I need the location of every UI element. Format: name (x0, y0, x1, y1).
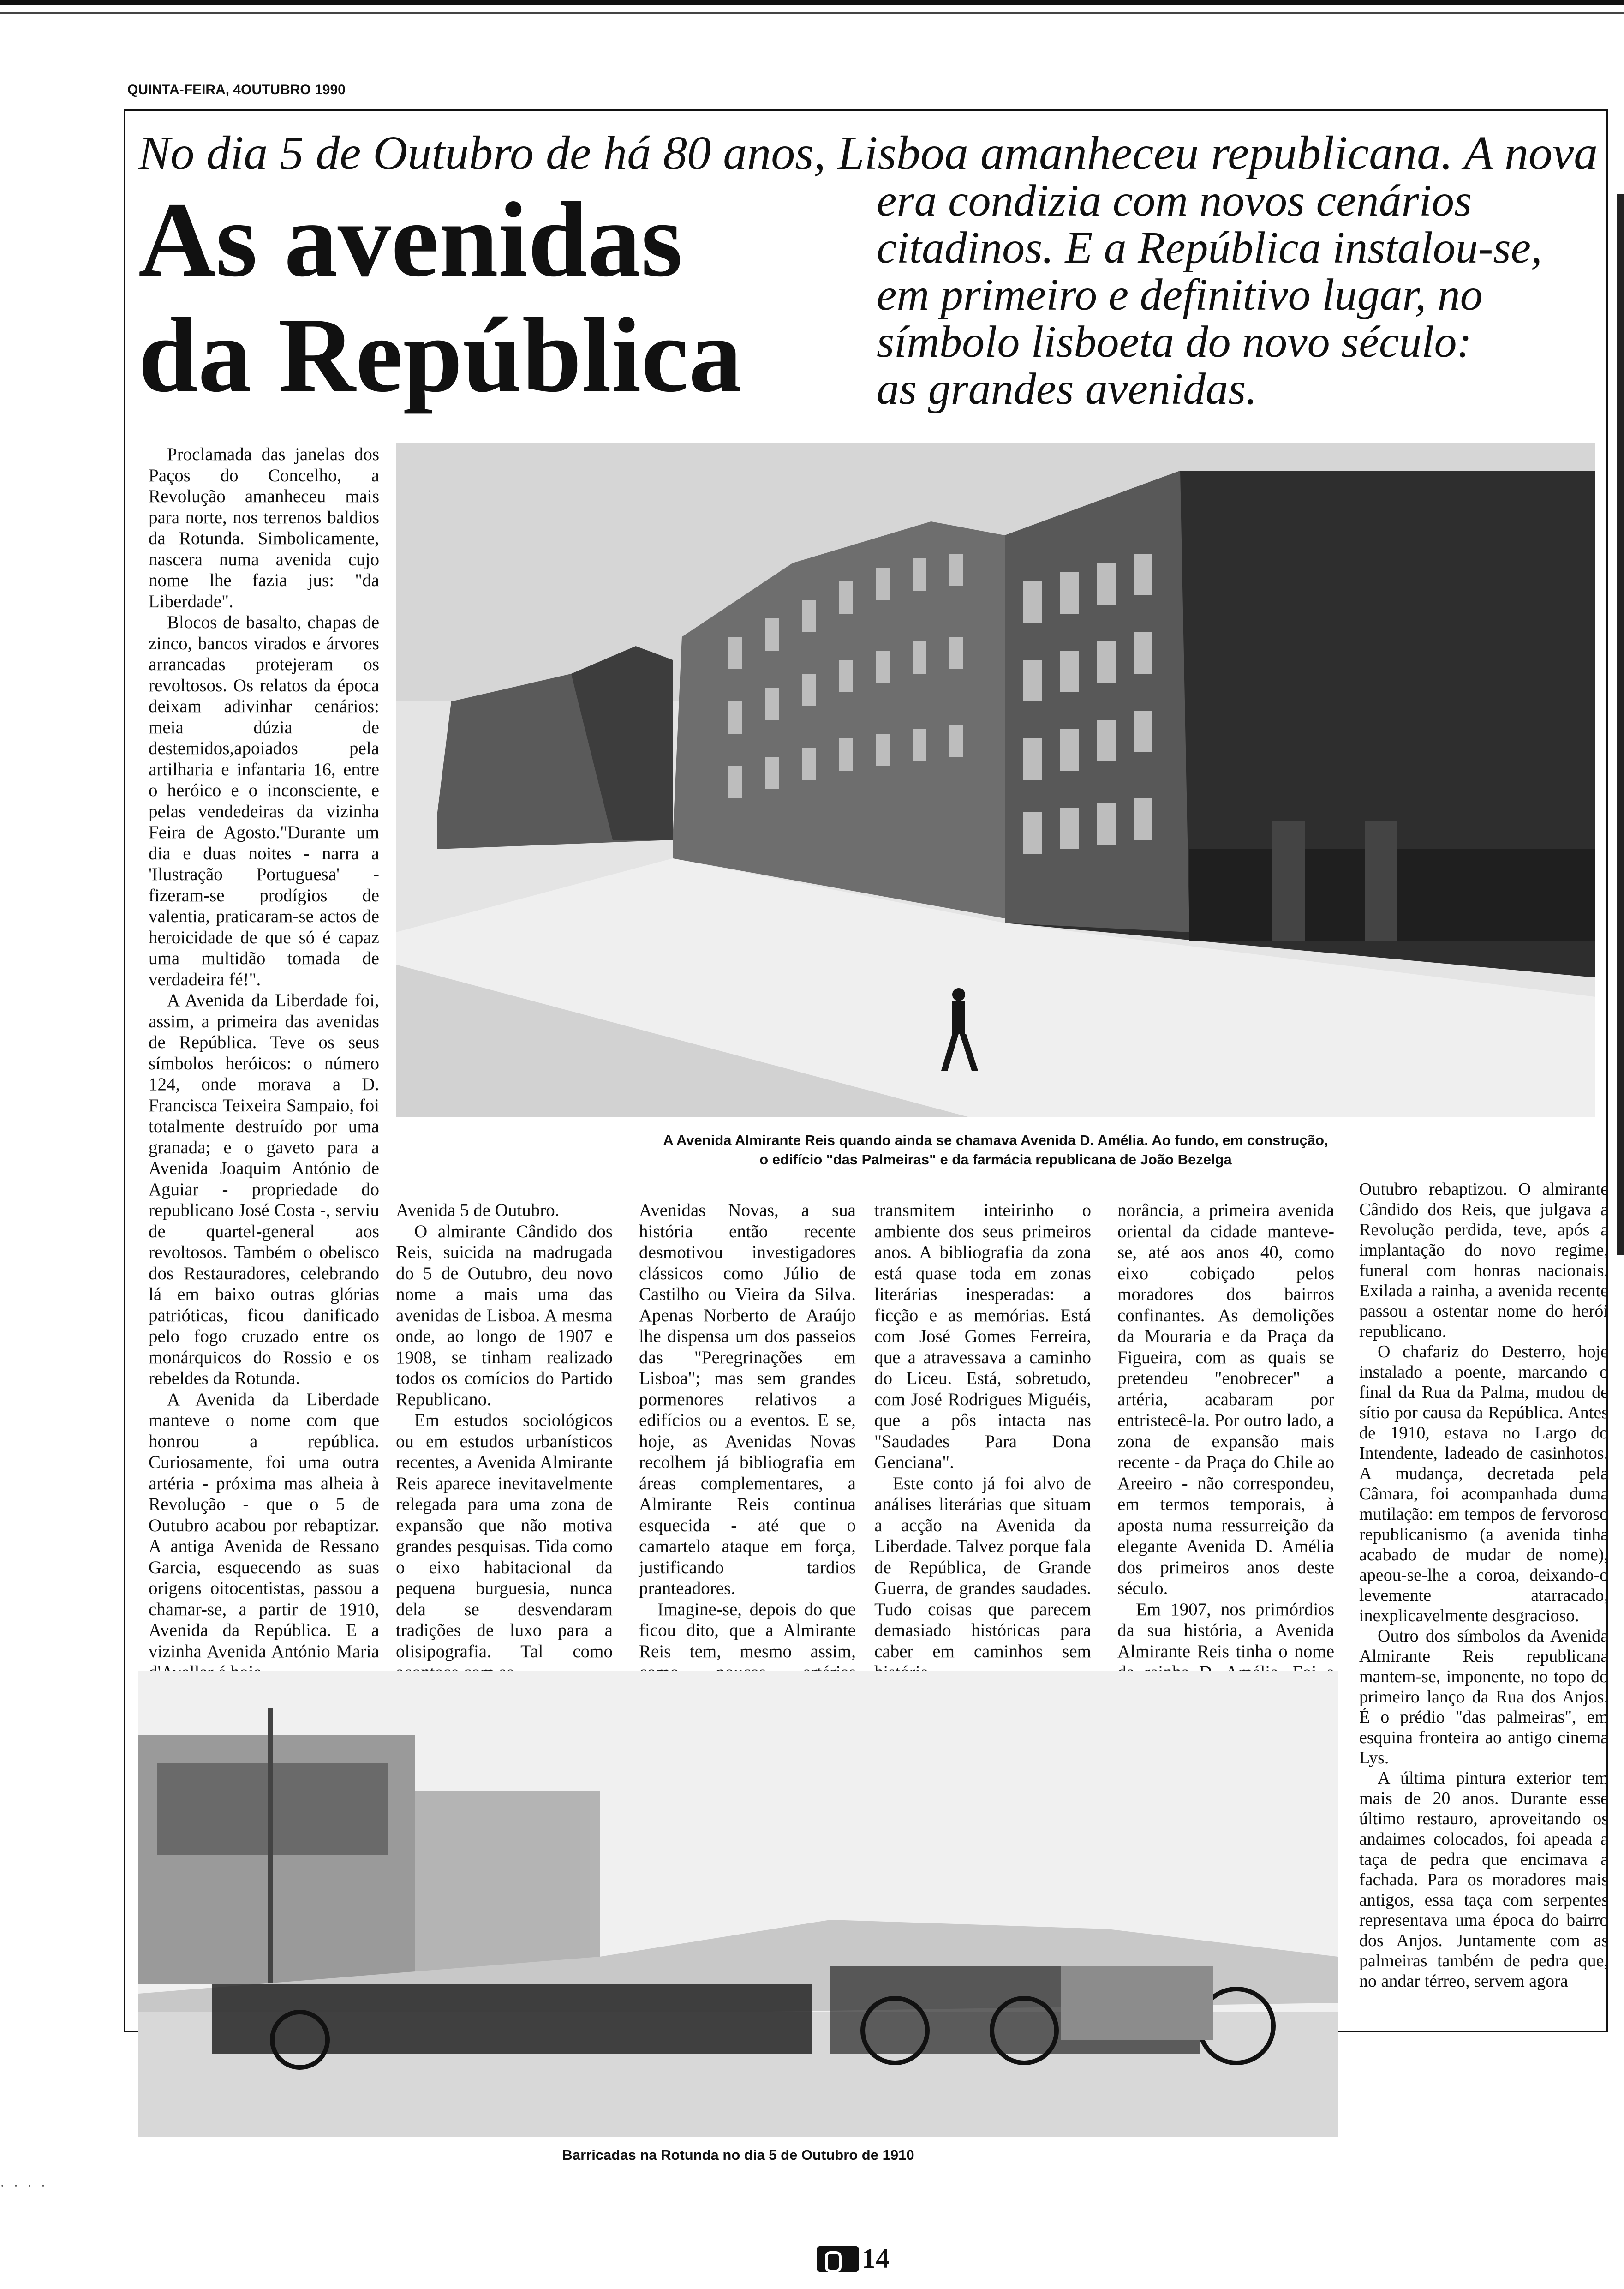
deck-line: era condizia com novos cenários (877, 176, 1472, 226)
article-column-6 (1359, 1179, 1608, 1991)
deck-line: símbolo lisboeta do novo século: (877, 317, 1472, 367)
paragraph: Blocos de basalto, chapas de zinco, bancos virados e árvores arrancadas protejeram os revoltosos. Os relatos da época deixam adivinhar cenários: meia dúzia de destemidos,apoiados pela artilharia e infantaria 16, entre o heróico e o inconsciente, e pelas vendedeiras da vizinha Feira de Agosto."Durante um dia e duas noites - narra a 'Ilustração Portuguesa' - fizeram-se prodígios de valentia, praticaram-se actos de heroicidade de que só é capaz uma multidão tomada de verdadeira fé!". (149, 612, 379, 989)
paragraph: Avenida 5 de Outubro. (396, 1200, 560, 1220)
paragraph: O almirante Cândido dos Reis, suicida na madrugada do 5 de Outubro, deu novo nome a mais uma das avenidas de Lisboa. A mesma onde, ao longo de 1907 e 1908, se tinham realizado todos os comícios do Partido Republicano. (396, 1221, 613, 1409)
article-column-1 (149, 444, 379, 1683)
paragraph: Proclamada das janelas dos Paços do Concelho, a Revolução amanheceu mais para norte, nos terrenos baldios da Rotunda. Simbolicamente, nascera numa avenida cujo nome lhe fazia jus: "da Liberdade". (149, 444, 379, 611)
paragraph: norância, a primeira avenida oriental da cidade manteve-se, até aos anos 40, como eixo cobiçado pelos moradores dos bairros confinantes. As demolições da Mouraria e da Praça da Figueira, com as quais se pretendeu "enobrecer" a artéria, acabaram por entristecê-la. Por outro lado, a zona de expansão mais recente - da Praça do Chile ao Areeiro - não correspondeu, em termos temporais, à aposta numa ressurreição da elegante Avenida D. Amélia dos primeiros anos deste século. (1117, 1200, 1334, 1598)
street-photo (396, 443, 1595, 1117)
headline-line-1: As avenidas (138, 180, 683, 299)
paragraph: Em estudos sociológicos ou em estudos urbanísticos recentes, a Avenida Almirante Reis aparece inevitavelmente relegada para uma zona de expansão que não motiva grandes pesquisas. Tida como o eixo habitacional da pequena burguesia, nunca dela se desvendaram tradições de luxo para a olisipografia. Tal como (396, 1410, 613, 1661)
top-rule (0, 0, 1624, 5)
deck-line: em primeiro e definitivo lugar, no (877, 270, 1483, 320)
paragraph: Imagine-se, depois do que ficou dito, que a Almirante Reis tem, mesmo assim, (639, 1599, 856, 1661)
top-rule-thin (0, 12, 1624, 14)
paragraph: Este conto já foi alvo de análises literárias que situam a acção na Avenida da Liberdade. Talvez porque fala de República, de Grande Guerra, de grandes saudades. Tudo coisas que parecem demasiado históricas para caber em caminhos sem (874, 1473, 1091, 1661)
paragraph: Em 1907, nos primórdios da sua história, a Avenida Almirante Reis tinha o nome (1117, 1599, 1334, 1661)
photo-barricadas-rotunda (138, 1671, 1338, 2137)
dotted-margin-mark: · · · · (0, 2178, 48, 2193)
article-column-4 (874, 1200, 1091, 1704)
publication-logo-icon (817, 2246, 859, 2272)
caption-line: A Avenida Almirante Reis quando ainda se chamava Avenida D. Amélia. Ao fundo, em construção, (663, 1132, 1328, 1148)
deck-line-1: No dia 5 de Outubro de há 80 anos, Lisboa amanheceu republicana. A nova (138, 126, 1598, 180)
deck-continued (877, 177, 1592, 413)
headline (138, 182, 742, 413)
paragraph: transmitem inteirinho o ambiente dos seus primeiros anos. A bibliografia da zona está quase toda em zonas literárias inesperadas: a ficção e as memórias. Está com José Gomes Ferreira, que a atravessava a caminho do Liceu. Está, sobretudo, com José Rodrigues Miguéis, que a pôs intacta nas "Saudades Para Dona Genciana". (874, 1200, 1091, 1472)
dateline: QUINTA-FEIRA, 4OUTUBRO 1990 (127, 82, 346, 97)
paragraph: O chafariz do Desterro, hoje instalado a poente, marcando o final da Rua da Palma, mudou de sítio por causa da República. Antes de 1910, estava no Largo do Intendente, ladeado de casinhotos. A mudança, decretada pela Câmara, foi acompanhada duma mutilação: em tempos de fervoroso republicanismo (a avenida tinha acabado de mudar de nome), apeou-se-lhe a coroa, deixando-o levemente atarracado, inexplicavelmente desgracioso. (1359, 1342, 1608, 1625)
adjacent-page-edge (1617, 194, 1624, 1255)
article-column-3 (639, 1200, 856, 1704)
paragraph: A Avenida da Liberdade manteve o nome com que honrou a república. Curiosamente, foi uma outra artéria - próxima mas alheia à Revolução - que o 5 de Outubro acabou por rebaptizar. A antiga Avenida de Ressano Garcia, esquecendo as suas origens oitocentistas, passou a chamar-se, a partir de 1910, Avenida da República. E a vizinha Avenida António Maria (149, 1389, 379, 1661)
headline-line-2: da República (138, 296, 742, 414)
article-column-5 (1117, 1200, 1334, 1704)
paragraph: A última pintura exterior tem mais de 20 anos. Durante esse último restauro, aproveitando os andaimes colocados, foi apeada a taça de pedra que encimava a fachada. Para os moradores mais antigos, essa taça com serpentes representava uma época do bairro dos Anjos. Juntamente com as palmeiras também de pedra que, no andar térreo, servem agora (1359, 1768, 1608, 1991)
deck-line: as grandes avenidas. (877, 364, 1257, 414)
paragraph: Outro dos símbolos da Avenida Almirante Reis republicana mantem-se, imponente, no topo do primeiro lanço da Rua dos Anjos. É o prédio "das palmeiras", em esquina fronteira ao antigo cinema Lys. (1359, 1626, 1608, 1768)
photo-avenida-almirante-reis (396, 443, 1595, 1117)
page-number: 14 (862, 2243, 890, 2274)
paragraph: A Avenida da Liberdade foi, assim, a primeira das avenidas de República. Teve os seus símbolos heróicos: o número 124, onde morava a D. Francisca Teixeira Sampaio, foi totalmente destruído por uma granada; e o gaveto para a Avenida Joaquim António de Aguiar - propriedade do republicano José Costa -, serviu de quartel-general aos revoltosos. Também o obelisco dos Restauradores, celebrando lá em baixo outras glórias patrióticas, ficou danificado pelo fogo cruzado entre os monárquicos do Rossio e os rebeldes da Rotunda. (149, 990, 379, 1388)
caption-line: o edifício "das Palmeiras" e da farmácia republicana de João Bezelga (759, 1151, 1232, 1168)
photo-caption-1 (396, 1131, 1595, 1169)
barricade-photo (138, 1671, 1338, 2137)
paragraph: Outubro rebaptizou. O almirante Cândido dos Reis, que julgava a Revolução perdida, teve, após a implantação do novo regime, funeral com honras nacionais. Exilada a rainha, a avenida recente passou a ostentar nome do herói republicano. (1359, 1180, 1608, 1341)
photo-caption-2: Barricadas na Rotunda no dia 5 de Outubro de 1910 (562, 2147, 914, 2163)
article-column-2 (396, 1200, 613, 1683)
paragraph: Avenidas Novas, a sua história então recente desmotivou investigadores clássicos como Júlio de Castilho ou Vieira da Silva. Apenas Norberto de Araújo lhe dispensa um dos passeios das "Peregrinações em Lisboa"; mas sem grandes pormenores relativos a edifícios ou a eventos. E se, hoje, as Avenidas Novas recolhem já bibliografia em áreas complementares, a Almirante Reis continua esquecida - até que o camartelo ataque em força, justificando tardios pranteadores. (639, 1200, 856, 1598)
deck-line: citadinos. E a República instalou-se, (877, 223, 1542, 273)
page-footer (817, 2243, 890, 2275)
